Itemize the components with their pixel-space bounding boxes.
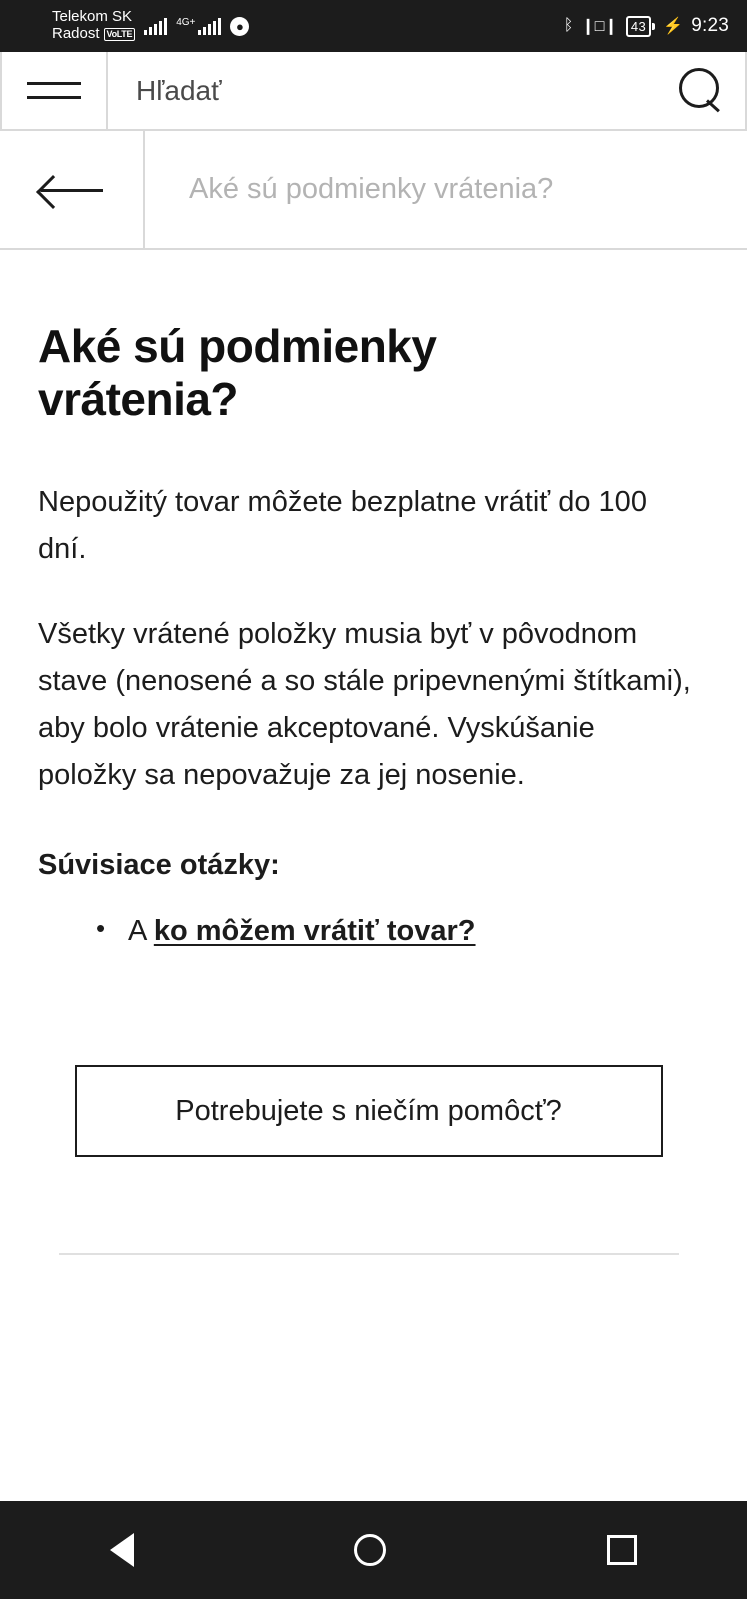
search-input[interactable] <box>108 52 747 129</box>
question-bar <box>0 131 747 250</box>
status-bar-right <box>564 15 729 37</box>
carrier-subline <box>52 26 135 43</box>
list-item <box>96 910 699 954</box>
nav-home-icon[interactable] <box>354 1534 386 1566</box>
signal-strength-icon-2 <box>198 17 221 35</box>
search-bar <box>0 52 747 131</box>
signal-strength-icon-1 <box>144 17 167 35</box>
related-questions-list <box>96 910 699 954</box>
nav-back-icon[interactable] <box>110 1533 134 1567</box>
battery-cap <box>652 23 655 30</box>
carrier-name: Telekom SK <box>52 8 133 26</box>
battery-level: 43 <box>626 16 651 37</box>
search-input-placeholder: Hľadať <box>136 74 222 106</box>
messenger-icon: ● <box>230 17 249 36</box>
search-icon[interactable] <box>677 68 723 114</box>
hamburger-menu-icon[interactable] <box>27 82 81 99</box>
content-divider <box>59 1253 679 1255</box>
battery-icon <box>626 16 655 37</box>
network-type-group <box>176 17 221 35</box>
article-paragraph-1: Nepoužitý tovar môžete bezplatne vrátiť do 100 dní. <box>38 485 647 565</box>
back-button[interactable] <box>0 131 145 248</box>
related-question-link[interactable]: ko môžem vrátiť tovar? <box>153 914 476 947</box>
carrier-info <box>52 9 135 43</box>
related-questions-heading: Súvisiace otázky: <box>38 848 280 881</box>
vibrate-icon: ❙□❙ <box>581 18 618 35</box>
volte-badge: VoLTE <box>104 28 136 41</box>
need-help-button[interactable]: Potrebujete s niečím pomôcť? <box>75 1065 663 1157</box>
related-link-prefix: A <box>128 914 154 947</box>
charging-icon: ⚡ <box>663 18 684 35</box>
menu-button[interactable] <box>0 52 108 129</box>
help-button-container <box>38 1065 699 1157</box>
system-navigation-bar <box>0 1501 747 1599</box>
nav-recents-icon[interactable] <box>607 1535 637 1565</box>
bluetooth-icon: ᛒ <box>563 17 574 34</box>
carrier-plan: Radost <box>52 25 100 42</box>
back-arrow-icon[interactable] <box>41 173 103 207</box>
network-type-label: 4G+ <box>176 17 196 28</box>
clock: 9:23 <box>691 15 729 36</box>
status-bar-left <box>52 9 249 43</box>
page-title: Aké sú podmienky vrátenia? <box>38 320 437 426</box>
article-paragraph-2: Všetky vrátené položky musia byť v pôvodnom stave (nenosené a so stále pripevnenými štítkami), aby bolo vrátenie akceptované. Vyskúšanie položky sa nepovažuje za jej nosenie. <box>38 617 691 791</box>
status-bar <box>0 0 747 52</box>
current-question-field[interactable]: Aké sú podmienky vrátenia? <box>189 173 554 205</box>
article-content <box>0 250 747 1501</box>
